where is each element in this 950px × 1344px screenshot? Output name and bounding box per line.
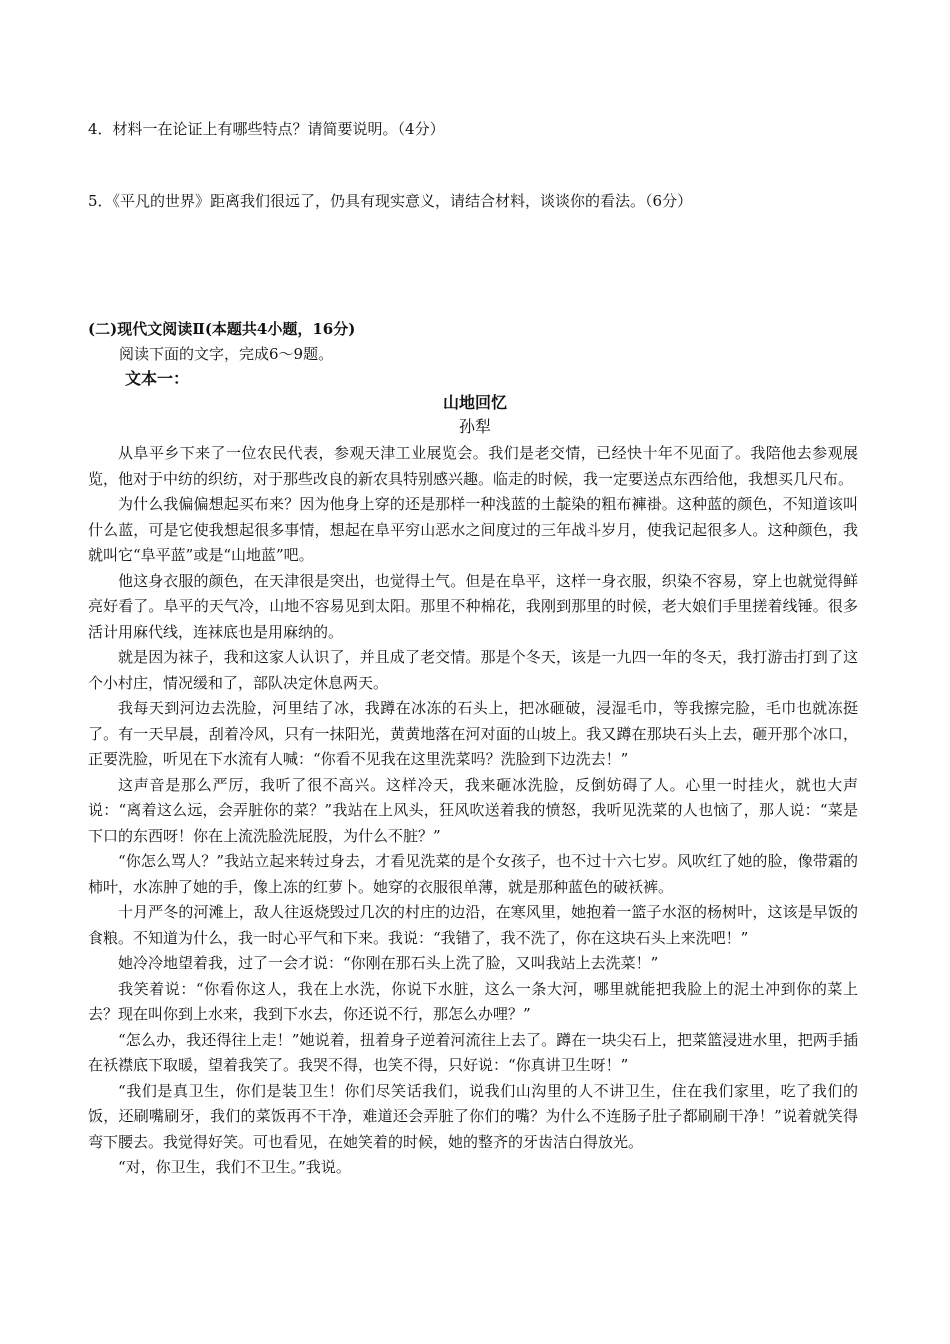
article-paragraph: “你怎么骂人？”我站立起来转过身去，才看见洗菜的是个女孩子，也不过十六七岁。风吹红了她的脸，像带霜的柿叶，水冻肿了她的手，像上冻的红萝卜。她穿的衣服很单薄，就是那种蓝色的破袄裤。 [88, 852, 858, 896]
section-instruction: 阅读下面的文字，完成6～9题。 [119, 345, 334, 363]
article-paragraph: “我们是真卫生，你们是装卫生！你们尽笑话我们，说我们山沟里的人不讲卫生，住在我们家里，吃了我们的饭，还刷嘴刷牙，我们的菜饭再不干净，难道还会弄脏了你们的嘴？为什么不连肠子肚子都刷刷干净！”说着就笑得弯下腰去。我觉得好笑。可也看见，在她笑着的时候，她的整齐的牙齿洁白得放光。 [88, 1081, 858, 1151]
article-paragraph: 这声音是那么严厉，我听了很不高兴。这样冷天，我来砸冰洗脸，反倒妨碍了人。心里一时挂火，就也大声说：“离着这么远，会弄脏你的菜？”我站在上风头，狂风吹送着我的愤怒，我听见洗菜的人也恼了，那人说：“菜是下口的东西呀！你在上流洗脸洗屁股，为什么不脏？” [88, 775, 858, 845]
article-paragraph: 她冷冷地望着我，过了一会才说：“你刚在那石头上洗了脸，又叫我站上去洗菜！” [118, 954, 659, 972]
question-5: 5．《平凡的世界》距离我们很远了，仍具有现实意义，请结合材料，谈谈你的看法。（6分） [88, 192, 693, 210]
text-label: 文本一： [125, 369, 190, 388]
article-paragraph: 十月严冬的河滩上，敌人往返烧毁过几次的村庄的边沿，在寒风里，她抱着一篮子水沤的杨树叶，这该是早饭的食粮。不知道为什么，我一时心平气和下来。我说：“我错了，我不洗了，你在这块石头上来洗吧！” [88, 903, 858, 947]
section-title: (二)现代文阅读Ⅱ(本题共4小题，16分) [88, 320, 356, 338]
article-paragraph: 从阜平乡下来了一位农民代表，参观天津工业展览会。我们是老交情，已经快十年不见面了。我陪他去参观展览，他对于中纺的织纺，对于那些改良的新农具特别感兴趣。临走的时候，我一定要送点东西给他，我想买几尺布。 [88, 444, 858, 488]
article-author: 孙犁 [458, 417, 491, 436]
article-title: 山地回忆 [442, 393, 507, 412]
article-paragraph: 他这身衣服的颜色，在天津很是突出，也觉得土气。但是在阜平，这样一身衣服，织染不容易，穿上也就觉得鲜亮好看了。阜平的天气冷，山地不容易见到太阳。那里不种棉花，我刚到那里的时候，老大娘们手里搓着线锤。很多活计用麻代线，连袜底也是用麻纳的。 [88, 571, 858, 641]
article-body [88, 441, 858, 1181]
question-4: 4．材料一在论证上有哪些特点？请简要说明。（4分） [88, 120, 445, 138]
article-paragraph: “怎么办，我还得往上走！”她说着，扭着身子逆着河流往上去了。蹲在一块尖石上，把菜篮浸进水里，把两手插在袄襟底下取暖，望着我笑了。我哭不得，也笑不得，只好说：“你真讲卫生呀！” [88, 1030, 858, 1074]
article-paragraph: 我每天到河边去洗脸，河里结了冰，我蹲在冰冻的石头上，把冰砸破，浸湿毛巾，等我擦完脸，毛巾也就冻挺了。有一天早晨，刮着冷风，只有一抹阳光，黄黄地落在河对面的山坡上。我又蹲在那块石头上去，砸开那个冰口，正要洗脸，听见在下水流有人喊：“你看不见我在这里洗菜吗？洗脸到下边洗去！” [88, 699, 858, 768]
article-paragraph: 我笑着说：“你看你这人，我在上水洗，你说下水脏，这么一条大河，哪里就能把我脸上的泥土冲到你的菜上去？现在叫你到上水来，我到下水去，你还说不行，那怎么办哩？” [88, 979, 858, 1023]
article-paragraph: “对，你卫生，我们不卫生。”我说。 [118, 1158, 351, 1176]
article-paragraph: 就是因为袜子，我和这家人认识了，并且成了老交情。那是个冬天，该是一九四一年的冬天，我打游击打到了这个小村庄，情况缓和了，部队决定休息两天。 [88, 648, 858, 692]
article-paragraph: 为什么我偏偏想起买布来？因为他身上穿的还是那样一种浅蓝的土靛染的粗布褲褂。这种蓝的颜色，不知道该叫什么蓝，可是它使我想起很多事情，想起在阜平穷山恶水之间度过的三年战斗岁月，使我记起很多人。这种颜色，我就叫它“阜平蓝”或是“山地蓝”吧。 [88, 495, 858, 564]
